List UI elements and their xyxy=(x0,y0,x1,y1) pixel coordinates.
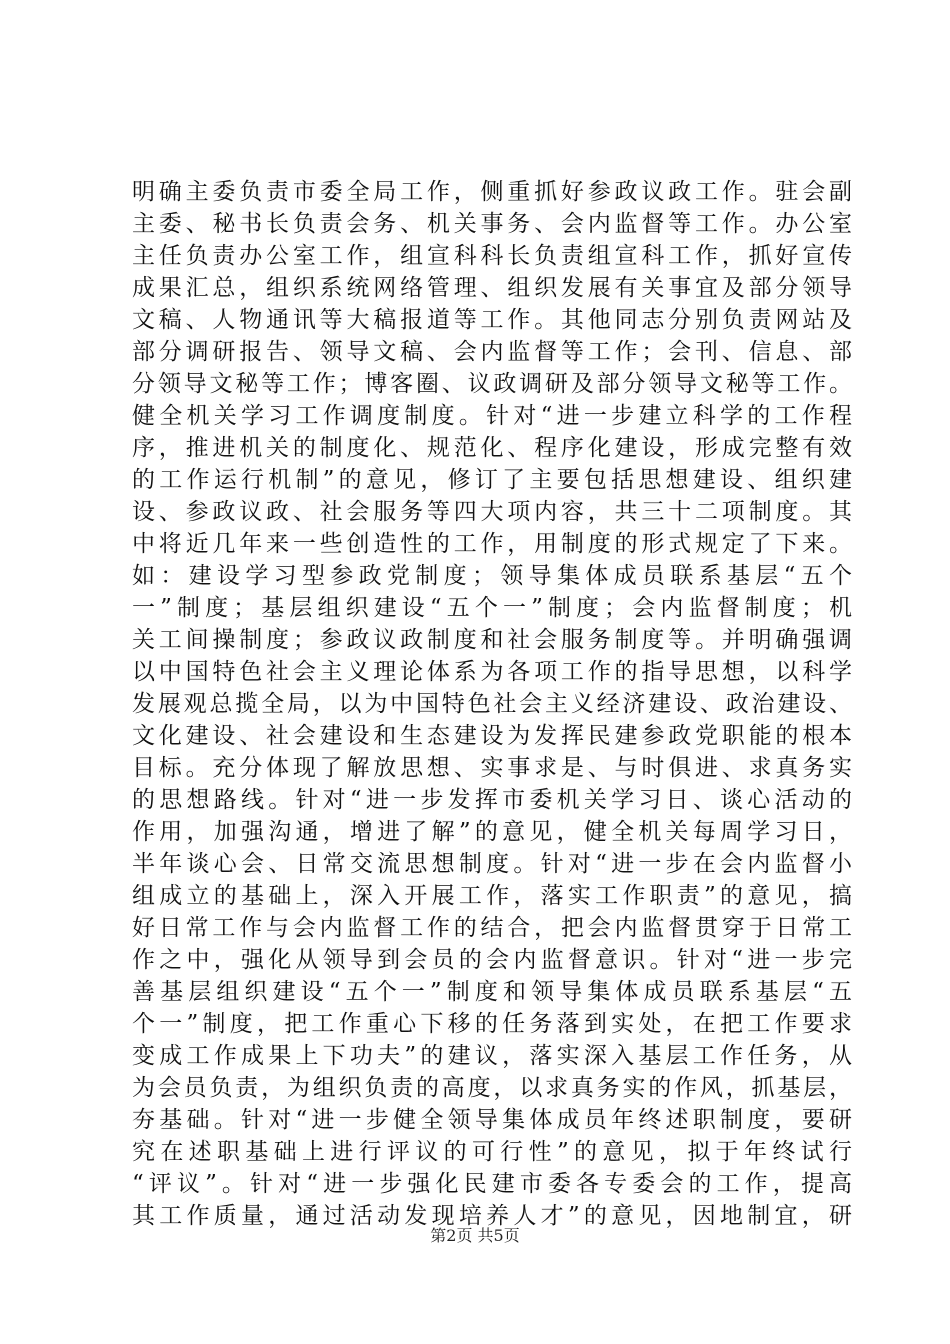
text-line: 主委、秘书长负责会务、机关事务、会内监督等工作。办公室 xyxy=(132,211,852,237)
body-text xyxy=(132,176,852,1232)
text-line: 变成工作成果上下功夫”的建议，落实深入基层工作任务，从 xyxy=(132,1043,852,1069)
text-line: 如：建设学习型参政党制度；领导集体成员联系基层“五个 xyxy=(132,563,852,589)
text-line: 健全机关学习工作调度制度。针对“进一步建立科学的工作程 xyxy=(132,403,852,429)
text-line: 以中国特色社会主义理论体系为各项工作的指导思想，以科学 xyxy=(132,659,852,685)
text-line: 作用，加强沟通，增进了解”的意见，健全机关每周学习日， xyxy=(132,819,852,845)
text-line: 分领导文秘等工作；博客圈、议政调研及部分领导文秘等工作。 xyxy=(132,371,852,397)
text-line: 组成立的基础上，深入开展工作，落实工作职责”的意见，搞 xyxy=(132,883,852,909)
text-line: 中将近几年来一些创造性的工作，用制度的形式规定了下来。 xyxy=(132,531,852,557)
text-line: 究在述职基础上进行评议的可行性”的意见，拟于年终试行 xyxy=(132,1139,852,1165)
text-line: 明确主委负责市委全局工作，侧重抓好参政议政工作。驻会副 xyxy=(132,179,852,205)
text-line: 成果汇总，组织系统网络管理、组织发展有关事宜及部分领导 xyxy=(132,275,852,301)
text-line: 部分调研报告、领导文稿、会内监督等工作；会刊、信息、部 xyxy=(132,339,852,365)
page-footer: 第2页 共5页 xyxy=(430,1226,520,1245)
text-line: “评议”。针对“进一步强化民建市委各专委会的工作，提高 xyxy=(132,1171,852,1197)
text-line: 的工作运行机制”的意见，修订了主要包括思想建设、组织建 xyxy=(132,467,852,493)
text-line: 设、参政议政、社会服务等四大项内容，共三十二项制度。其 xyxy=(132,499,852,525)
text-line: 半年谈心会、日常交流思想制度。针对“进一步在会内监督小 xyxy=(132,851,852,877)
text-line: 夯基础。针对“进一步健全领导集体成员年终述职制度，要研 xyxy=(132,1107,852,1133)
text-line: 其工作质量，通过活动发现培养人才”的意见，因地制宜，研 xyxy=(132,1203,852,1229)
text-line: 个一”制度，把工作重心下移的任务落到实处，在把工作要求 xyxy=(132,1011,852,1037)
text-line: 主任负责办公室工作，组宣科科长负责组宣科工作，抓好宣传 xyxy=(132,243,852,269)
text-line: 为会员负责，为组织负责的高度，以求真务实的作风，抓基层， xyxy=(132,1075,852,1101)
text-line: 目标。充分体现了解放思想、实事求是、与时俱进、求真务实 xyxy=(132,755,852,781)
text-line: 文化建设、社会建设和生态建设为发挥民建参政党职能的根本 xyxy=(132,723,852,749)
text-line: 一”制度；基层组织建设“五个一”制度；会内监督制度；机 xyxy=(132,595,852,621)
text-line: 的思想路线。针对“进一步发挥市委机关学习日、谈心活动的 xyxy=(132,787,852,813)
text-line: 发展观总揽全局，以为中国特色社会主义经济建设、政治建设、 xyxy=(132,691,852,717)
text-line: 文稿、人物通讯等大稿报道等工作。其他同志分别负责网站及 xyxy=(132,307,852,333)
text-line: 好日常工作与会内监督工作的结合，把会内监督贯穿于日常工 xyxy=(132,915,852,941)
text-line: 序，推进机关的制度化、规范化、程序化建设，形成完整有效 xyxy=(132,435,852,461)
text-line: 关工间操制度；参政议政制度和社会服务制度等。并明确强调 xyxy=(132,627,852,653)
text-line: 作之中，强化从领导到会员的会内监督意识。针对“进一步完 xyxy=(132,947,852,973)
text-line: 善基层组织建设“五个一”制度和领导集体成员联系基层“五 xyxy=(132,979,852,1005)
